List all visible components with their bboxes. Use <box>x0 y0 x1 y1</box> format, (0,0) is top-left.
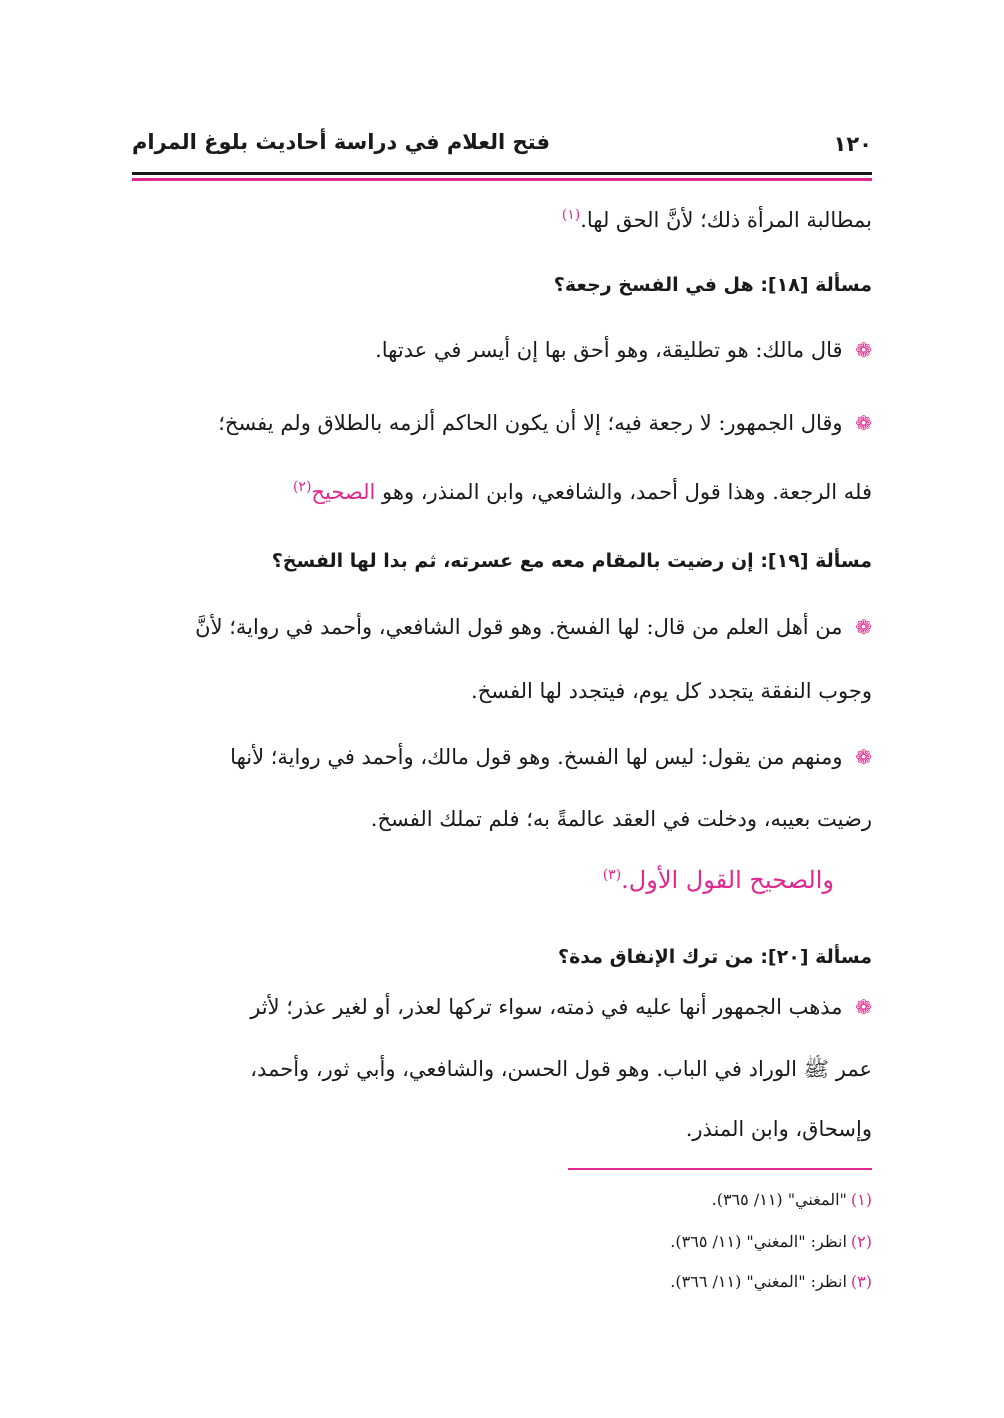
flower-ornament-icon: ❁ <box>855 411 872 435</box>
paragraph-line <box>132 335 872 365</box>
paragraph-text: بمطالبة المرأة ذلك؛ لأنَّ الحق لها. <box>580 208 872 232</box>
footnote-ref: (١) <box>561 207 581 223</box>
footnote <box>132 1188 872 1212</box>
footnote <box>132 1230 872 1254</box>
issue-title: من ترك الإنفاق مدة؟ <box>558 946 754 968</box>
paragraph-text: عمر ﷺ الوراد في الباب. وهو قول الحسن، والشافعي، وأبي ثور، وأحمد، <box>250 1057 872 1081</box>
paragraph-line <box>132 804 872 834</box>
paragraph-text: وقال الجمهور: لا رجعة فيه؛ إلا أن يكون الحاكم ألزمه بالطلاق ولم يفسخ؛ <box>218 411 843 435</box>
header-rule <box>132 172 872 175</box>
footnote-number: (٣) <box>850 1272 872 1291</box>
paragraph-line <box>132 992 872 1022</box>
paragraph-line <box>132 742 872 772</box>
paragraph-line <box>132 612 872 642</box>
footnote-ref: (٣) <box>602 867 622 883</box>
footnote-text: "المغني" (١١/ ٣٦٥). <box>711 1190 847 1209</box>
paragraph-text: من أهل العلم من قال: لها الفسخ. وهو قول الشافعي، وأحمد في رواية؛ لأنَّ <box>195 615 843 639</box>
page-number: ١٢٠ <box>833 132 872 156</box>
issue-heading-18 <box>132 270 872 300</box>
footnote-number: (١) <box>850 1190 872 1209</box>
book-title: فتح العلام في دراسة أحاديث بلوغ المرام <box>132 130 550 154</box>
paragraph-text: ومنهم من يقول: ليس لها الفسخ. وهو قول مالك، وأحمد في رواية؛ لأنها <box>230 745 843 769</box>
issue-number: مسألة [١٩]: <box>760 550 872 572</box>
paragraph-line <box>132 472 872 507</box>
header-rule-accent <box>132 178 872 181</box>
flower-ornament-icon: ❁ <box>855 995 872 1019</box>
conclusion-text: والصحيح القول الأول. <box>621 866 834 894</box>
paragraph-text: وإسحاق، وابن المنذر. <box>685 1117 872 1141</box>
flower-ornament-icon: ❁ <box>855 338 872 362</box>
issue-number: مسألة [٢٠]: <box>760 946 872 968</box>
footnote <box>132 1270 872 1294</box>
footnote-text: انظر: "المغني" (١١/ ٣٦٦). <box>670 1272 847 1291</box>
paragraph-line <box>132 200 872 235</box>
paragraph-line <box>132 1054 872 1084</box>
paragraph-text: رضيت بعيبه، ودخلت في العقد عالمةً به؛ فلم تملك الفسخ. <box>370 807 872 831</box>
paragraph-line <box>132 676 872 706</box>
issue-number: مسألة [١٨]: <box>760 274 872 296</box>
issue-heading-19 <box>132 546 872 576</box>
paragraph-line <box>132 1114 872 1144</box>
highlighted-text: الصحيح <box>311 480 376 504</box>
running-header <box>132 128 872 168</box>
issue-title: هل في الفسخ رجعة؟ <box>553 274 754 296</box>
footnote-separator <box>568 1168 872 1170</box>
paragraph-text: وجوب النفقة يتجدد كل يوم، فيتجدد لها الفسخ. <box>471 679 872 703</box>
paragraph-text: فله الرجعة. وهذا قول أحمد، والشافعي، وابن المنذر، وهو <box>382 480 872 504</box>
paragraph-text: مذهب الجمهور أنها عليه في ذمته، سواء تركها لعذر، أو لغير عذر؛ لأثر <box>250 995 843 1019</box>
footnote-number: (٢) <box>850 1232 872 1251</box>
issue-heading-20 <box>132 942 872 972</box>
footnote-text: انظر: "المغني" (١١/ ٣٦٥). <box>670 1232 847 1251</box>
issue-title: إن رضيت بالمقام معه مع عسرته، ثم بدا لها الفسخ؟ <box>271 550 754 572</box>
paragraph-text: قال مالك: هو تطليقة، وهو أحق بها إن أيسر في عدتها. <box>375 338 843 362</box>
paragraph-line <box>132 408 872 438</box>
conclusion-line <box>603 858 834 897</box>
flower-ornament-icon: ❁ <box>855 745 872 769</box>
footnote-ref: (٢) <box>292 479 312 495</box>
flower-ornament-icon: ❁ <box>855 615 872 639</box>
